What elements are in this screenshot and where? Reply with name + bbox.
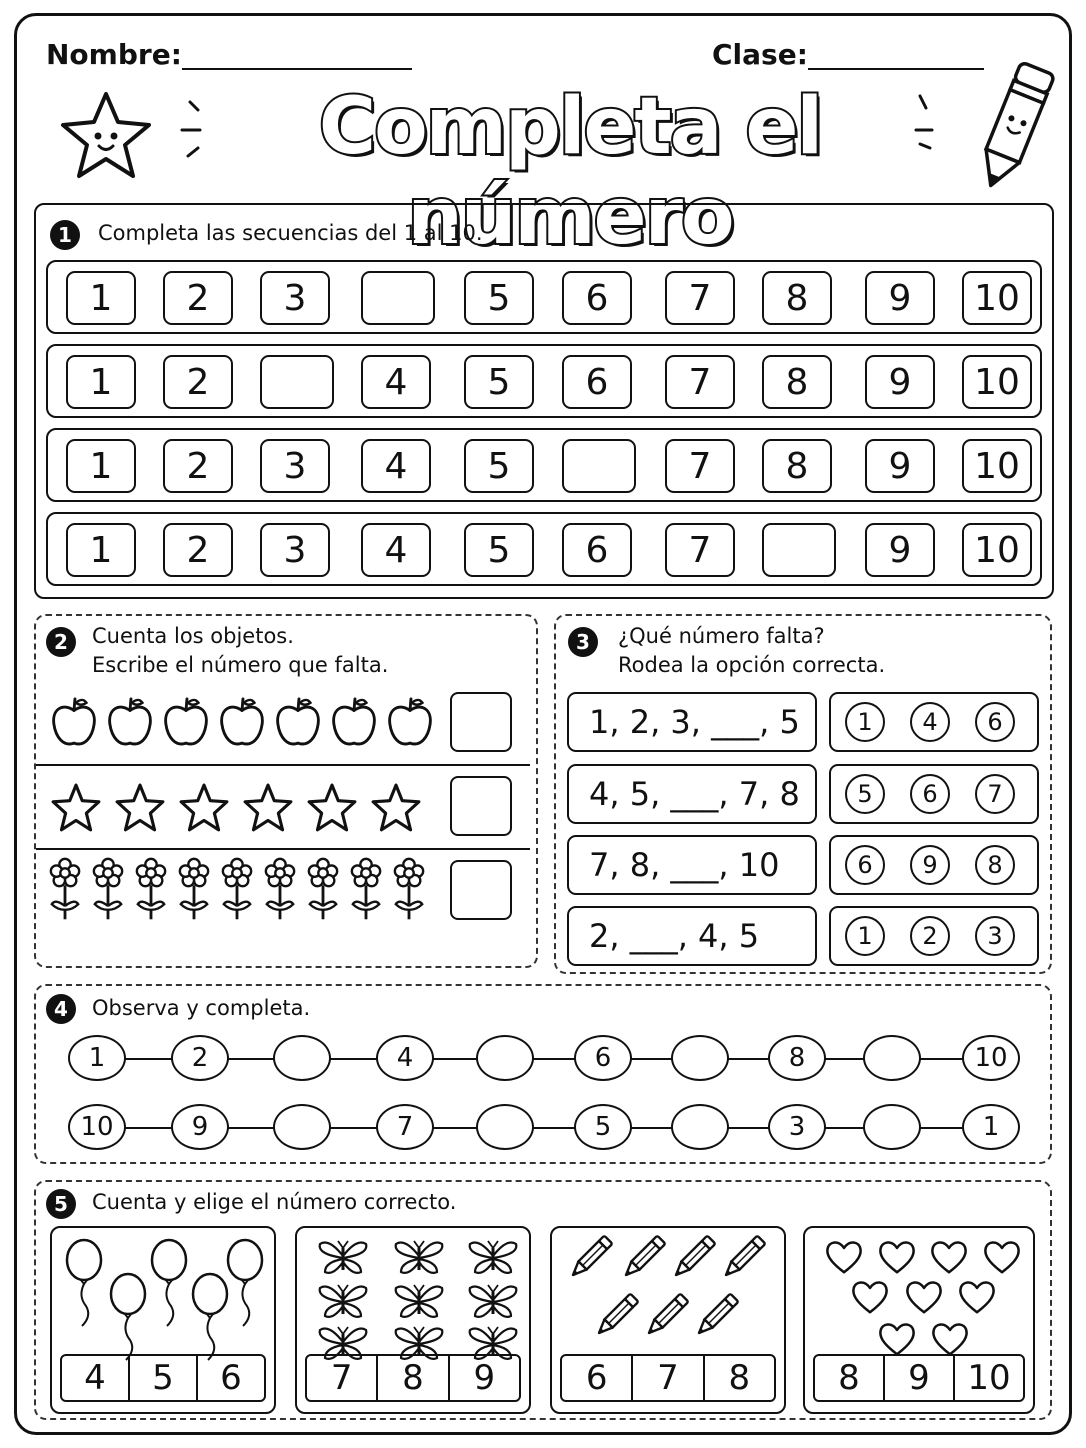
number-box: 8 (762, 355, 832, 409)
number-node: 8 (768, 1035, 826, 1081)
heart-icon (982, 1238, 1022, 1274)
number-box: 1 (66, 439, 136, 493)
number-box: 6 (562, 523, 632, 577)
options-box (829, 692, 1039, 752)
option-circle[interactable]: 1 (845, 916, 885, 956)
count-row (36, 766, 530, 850)
exercise-1-instruction: Completa las secuencias del 1 al 10. (98, 221, 483, 245)
choice-bar (60, 1354, 266, 1402)
choice-option[interactable]: 7 (631, 1356, 702, 1400)
option-circle[interactable]: 3 (975, 916, 1015, 956)
flower-icon (263, 856, 297, 924)
count-panel (50, 1226, 276, 1414)
answer-box[interactable] (450, 776, 512, 836)
choice-bar (560, 1354, 776, 1402)
heart-icon (877, 1320, 917, 1356)
butterfly-icon (465, 1238, 521, 1278)
butterfly-icon (315, 1282, 371, 1322)
number-box: 7 (665, 523, 735, 577)
star-icon (178, 782, 230, 834)
number-box: 5 (464, 271, 534, 325)
number-box: 2 (163, 355, 233, 409)
exercise-4-instruction: Observa y completa. (92, 996, 311, 1020)
blank-node[interactable] (863, 1035, 921, 1081)
option-circle[interactable]: 4 (910, 702, 950, 742)
choice-option[interactable]: 8 (838, 1358, 860, 1398)
count-panel (803, 1226, 1035, 1414)
answer-box[interactable] (450, 860, 512, 920)
number-box: 8 (762, 439, 832, 493)
exercise-1-number: 1 (50, 220, 80, 250)
exercise-5-number: 5 (46, 1189, 76, 1219)
apple-icon (386, 694, 434, 750)
number-box: 2 (163, 271, 233, 325)
number-box: 3 (260, 271, 330, 325)
blank-node[interactable] (671, 1035, 729, 1081)
pencil-icon (619, 1234, 667, 1282)
option-circle[interactable]: 2 (910, 916, 950, 956)
sequence-row (46, 428, 1042, 502)
count-row (36, 850, 530, 934)
blank-node[interactable] (273, 1035, 331, 1081)
option-circle[interactable]: 1 (845, 702, 885, 742)
number-box: 6 (562, 355, 632, 409)
heart-icon (850, 1278, 890, 1314)
number-box: 2 (163, 439, 233, 493)
exercise-5-instruction: Cuenta y elige el número correcto. (92, 1190, 457, 1214)
balloon-icon (223, 1238, 267, 1328)
number-box: 5 (464, 355, 534, 409)
number-box: 7 (665, 439, 735, 493)
answer-box[interactable] (450, 692, 512, 752)
number-node: 4 (376, 1035, 434, 1081)
butterfly-icon (465, 1282, 521, 1322)
options-box (829, 764, 1039, 824)
number-box: 5 (464, 523, 534, 577)
pencil-icon (566, 1234, 614, 1282)
heart-icon (877, 1238, 917, 1274)
number-box: 4 (361, 439, 431, 493)
number-box: 6 (562, 271, 632, 325)
choice-option[interactable]: 8 (703, 1356, 774, 1400)
count-panel (295, 1226, 531, 1414)
option-circle[interactable]: 5 (845, 774, 885, 814)
number-box: 8 (762, 271, 832, 325)
number-box: 10 (962, 271, 1032, 325)
sequence-row (46, 344, 1042, 418)
heart-icon (929, 1238, 969, 1274)
choice-option[interactable]: 9 (883, 1356, 953, 1400)
sequence-box: 7, 8, ___, 10 (567, 835, 817, 895)
choice-option[interactable]: 6 (196, 1356, 264, 1400)
choice-option[interactable]: 5 (128, 1356, 196, 1400)
number-box: 2 (163, 523, 233, 577)
choice-option[interactable]: 9 (448, 1356, 519, 1400)
class-field[interactable] (808, 68, 984, 70)
choice-option[interactable]: 6 (585, 1358, 608, 1398)
butterfly-icon (315, 1238, 371, 1278)
number-box: 9 (865, 523, 935, 577)
flower-icon (392, 856, 426, 924)
option-circle[interactable]: 6 (845, 845, 885, 885)
apple-icon (162, 694, 210, 750)
options-box (829, 835, 1039, 895)
choice-option[interactable]: 7 (330, 1358, 353, 1398)
sequence-box: 1, 2, 3, ___, 5 (567, 692, 817, 752)
number-box: 1 (66, 271, 136, 325)
number-box: 10 (962, 523, 1032, 577)
butterfly-icon (391, 1282, 447, 1322)
apple-icon (50, 694, 98, 750)
number-node: 10 (68, 1104, 126, 1150)
option-circle[interactable]: 6 (910, 774, 950, 814)
option-circle[interactable]: 9 (910, 845, 950, 885)
flower-icon (177, 856, 211, 924)
sequence-box: 4, 5, ___, 7, 8 (567, 764, 817, 824)
number-box: 10 (962, 439, 1032, 493)
balloon-icon (62, 1238, 106, 1328)
pencil-icon (692, 1292, 740, 1340)
balloon-icon (147, 1238, 191, 1328)
sequence-row (46, 512, 1042, 586)
option-circle[interactable]: 7 (975, 774, 1015, 814)
count-row (36, 682, 530, 766)
balloon-icon (106, 1272, 150, 1362)
exercise-2-number: 2 (46, 627, 76, 657)
flower-icon (91, 856, 125, 924)
heart-icon (957, 1278, 997, 1314)
chain-line (97, 1058, 991, 1060)
heart-icon (824, 1238, 864, 1274)
number-box: 1 (66, 355, 136, 409)
blank-number-box[interactable] (361, 271, 435, 325)
number-node: 1 (68, 1035, 126, 1081)
blank-node[interactable] (476, 1104, 534, 1150)
number-box: 3 (260, 439, 330, 493)
apple-icon (274, 694, 322, 750)
blank-number-box[interactable] (562, 439, 636, 493)
number-node: 7 (376, 1104, 434, 1150)
number-node: 6 (574, 1035, 632, 1081)
option-circle[interactable]: 6 (975, 702, 1015, 742)
options-box (829, 906, 1039, 966)
sequence-box: 2, ___, 4, 5 (567, 906, 817, 966)
option-circle[interactable]: 8 (975, 845, 1015, 885)
flower-icon (306, 856, 340, 924)
number-box: 10 (962, 355, 1032, 409)
class-label: Clase: (712, 38, 808, 71)
pencil-icon (669, 1234, 717, 1282)
apple-icon (218, 694, 266, 750)
number-box: 7 (665, 355, 735, 409)
flower-icon (220, 856, 254, 924)
number-box: 9 (865, 271, 935, 325)
number-box: 4 (361, 355, 431, 409)
flower-icon (134, 856, 168, 924)
exercise-3-instruction-1: ¿Qué número falta? (618, 624, 825, 648)
star-icon (114, 782, 166, 834)
pencil-icon (592, 1292, 640, 1340)
count-panel (550, 1226, 786, 1414)
name-label: Nombre: (46, 38, 182, 71)
exercise-3-number: 3 (568, 627, 598, 657)
worksheet-title: Completa el número (318, 82, 822, 262)
heart-icon (930, 1320, 970, 1356)
pencil-icon (719, 1234, 767, 1282)
blank-number-box[interactable] (762, 523, 836, 577)
smiling-pencil-icon (966, 58, 1062, 198)
blank-node[interactable] (863, 1104, 921, 1150)
blank-node[interactable] (476, 1035, 534, 1081)
choice-option[interactable]: 8 (376, 1356, 447, 1400)
choice-option[interactable]: 10 (953, 1356, 1023, 1400)
flower-icon (48, 856, 82, 924)
number-box: 7 (665, 271, 735, 325)
apple-icon (330, 694, 378, 750)
choice-option[interactable]: 4 (84, 1358, 106, 1398)
name-field[interactable] (182, 68, 412, 70)
pencil-icon (642, 1292, 690, 1340)
number-box: 3 (260, 523, 330, 577)
star-icon (50, 782, 102, 834)
blank-node[interactable] (273, 1104, 331, 1150)
choice-bar (305, 1354, 521, 1402)
number-node: 5 (574, 1104, 632, 1150)
smiling-star-icon (56, 88, 156, 184)
number-node: 9 (171, 1104, 229, 1150)
number-box: 9 (865, 355, 935, 409)
heart-icon (904, 1278, 944, 1314)
number-node: 2 (171, 1035, 229, 1081)
blank-node[interactable] (671, 1104, 729, 1150)
exercise-2-instruction-1: Cuenta los objetos. (92, 624, 294, 648)
number-node: 3 (768, 1104, 826, 1150)
number-box: 5 (464, 439, 534, 493)
number-box: 9 (865, 439, 935, 493)
star-icon (242, 782, 294, 834)
exercise-2-instruction-2: Escribe el número que falta. (92, 653, 389, 677)
apple-icon (106, 694, 154, 750)
butterfly-icon (391, 1238, 447, 1278)
number-node: 1 (962, 1104, 1020, 1150)
number-box: 1 (66, 523, 136, 577)
chain-line (97, 1127, 991, 1129)
star-icon (306, 782, 358, 834)
star-icon (370, 782, 422, 834)
sequence-row (46, 260, 1042, 334)
exercise-4-number: 4 (46, 994, 76, 1024)
number-box: 4 (361, 523, 431, 577)
number-node: 10 (962, 1035, 1020, 1081)
choice-bar (813, 1354, 1025, 1402)
flower-icon (349, 856, 383, 924)
blank-number-box[interactable] (260, 355, 334, 409)
exercise-3-instruction-2: Rodea la opción correcta. (618, 653, 886, 677)
